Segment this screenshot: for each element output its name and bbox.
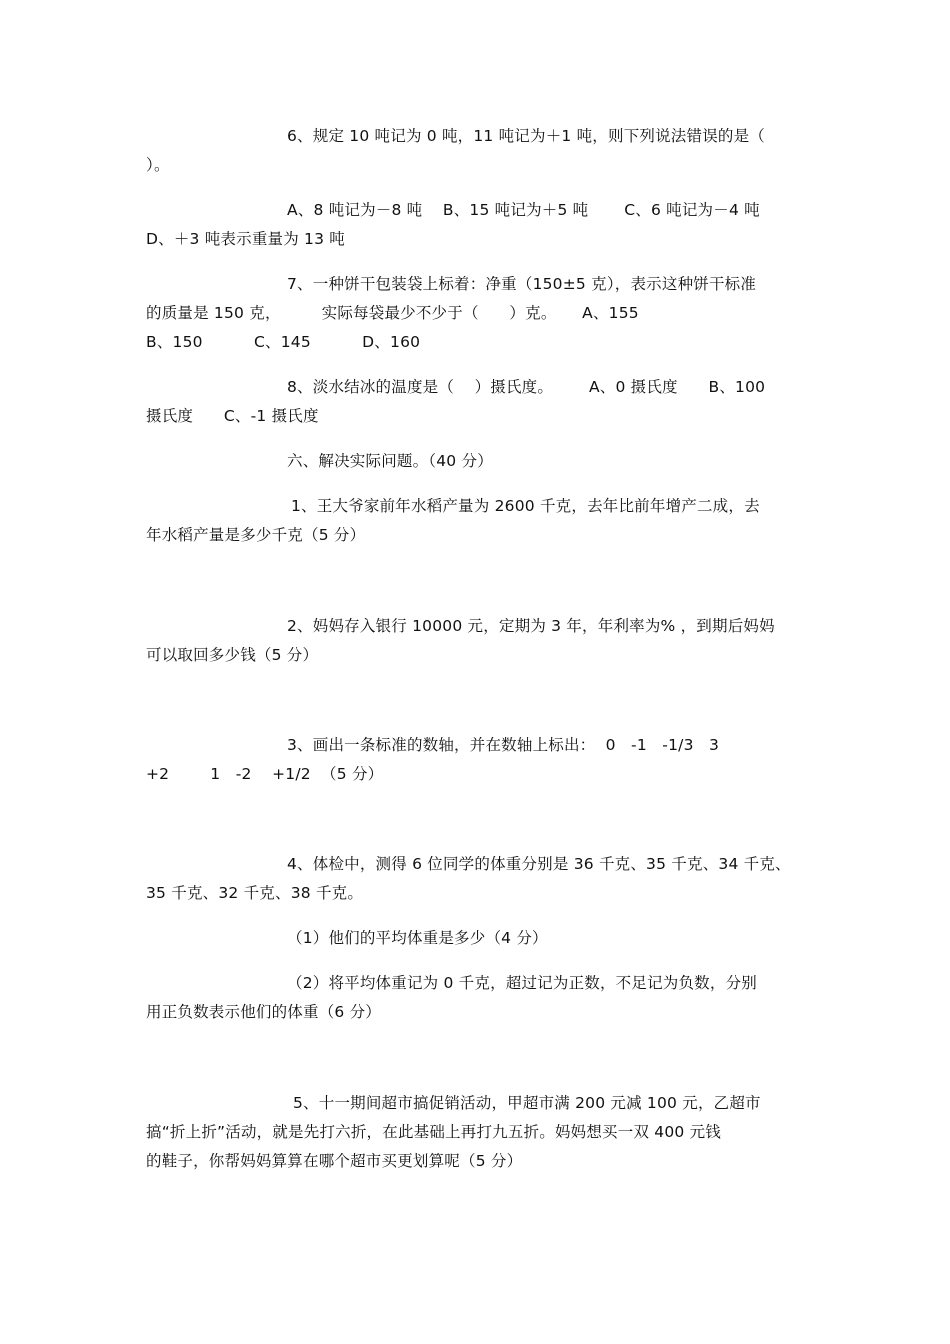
problem2-line2: 可以取回多少钱（5 分） — [146, 646, 319, 664]
problem4-sub1: （1）他们的平均体重是多少（4 分） — [287, 929, 548, 947]
section-heading: 六、解决实际问题。（40 分） — [287, 452, 493, 470]
q8-text-line2: 摄氏度 C、-1 摄氏度 — [146, 407, 319, 425]
q8-text-line1: 8、淡水结冰的温度是（ ）摄氏度。 A、0 摄氏度 B、100 — [287, 378, 766, 396]
q6-text-line2: ）。 — [146, 156, 170, 174]
problem4-line1: 4、体检中，测得 6 位同学的体重分别是 36 千克、35 千克、34 千克、 — [287, 855, 791, 873]
q7-text-line1: 7、一种饼干包装袋上标着：净重（150±5 克），表示这种饼干标准 — [287, 275, 757, 293]
problem1-line1: 1、王大爷家前年水稻产量为 2600 千克，去年比前年增产二成，去 — [291, 497, 760, 515]
problem1-line2: 年水稻产量是多少千克（5 分） — [146, 526, 366, 544]
problem3-line2: +2 1 -2 +1/2 （5 分） — [146, 765, 384, 783]
q7-text-line2: 的质量是 150 克， 实际每袋最少不少于（ ）克。 A、155 — [146, 304, 639, 322]
problem3-line1: 3、画出一条标准的数轴，并在数轴上标出： 0 -1 -1/3 3 — [287, 736, 720, 754]
q7-options-line: B、150 C、145 D、160 — [146, 333, 421, 351]
problem4-sub2-line2: 用正负数表示他们的体重（6 分） — [146, 1003, 381, 1021]
problem4-sub2-line1: （2）将平均体重记为 0 千克，超过记为正数，不足记为负数，分别 — [287, 974, 757, 992]
q6-options-line2: D、＋3 吨表示重量为 13 吨 — [146, 230, 346, 248]
problem5-line2: 搞“折上折”活动，就是先打六折，在此基础上再打九五折。妈妈想买一双 400 元钱 — [146, 1123, 722, 1141]
q6-text-line1: 6、规定 10 吨记为 0 吨，11 吨记为＋1 吨，则下列说法错误的是（ — [287, 127, 765, 145]
problem5-line3: 的鞋子，你帮妈妈算算在哪个超市买更划算呢（5 分） — [146, 1152, 523, 1170]
q6-options-line1: A、8 吨记为－8 吨 B、15 吨记为＋5 吨 C、6 吨记为－4 吨 — [287, 201, 760, 219]
problem5-line1: 5、十一期间超市搞促销活动，甲超市满 200 元减 100 元，乙超市 — [293, 1094, 761, 1112]
problem4-line2: 35 千克、32 千克、38 千克。 — [146, 884, 364, 902]
problem2-line1: 2、妈妈存入银行 10000 元，定期为 3 年，年利率为% ，到期后妈妈 — [287, 617, 775, 635]
